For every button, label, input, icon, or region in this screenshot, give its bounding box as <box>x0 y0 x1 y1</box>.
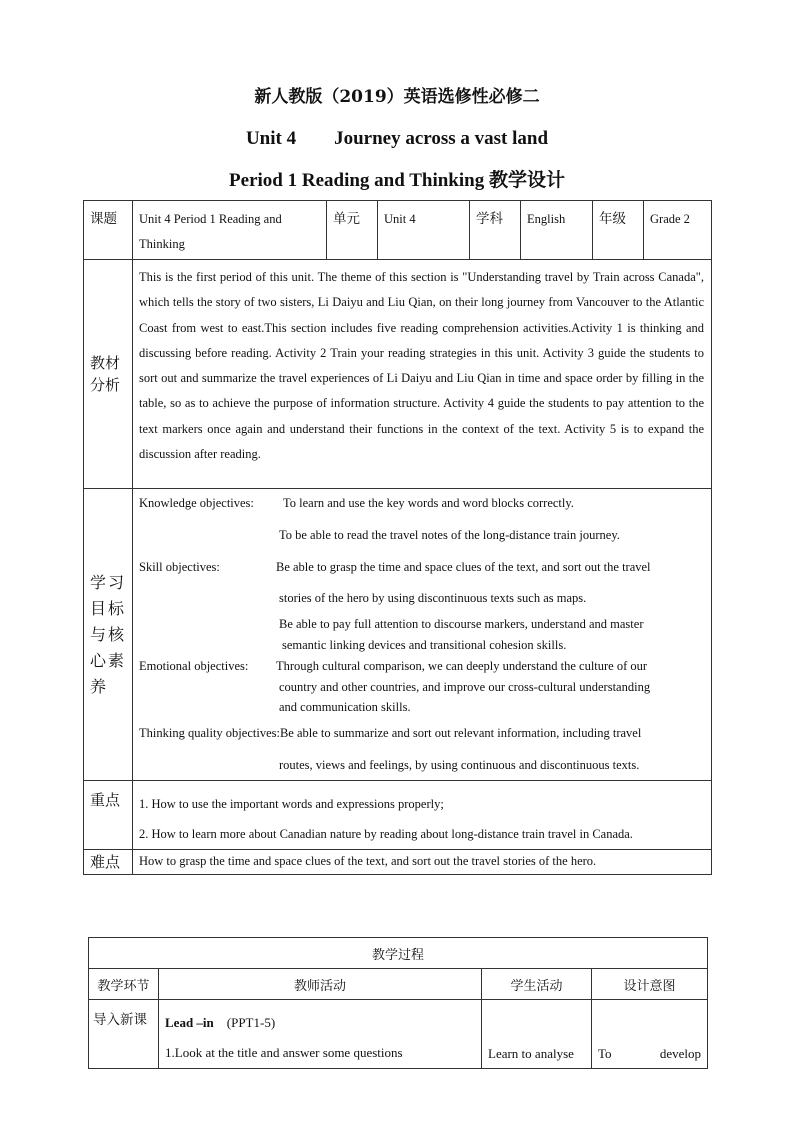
objectives-label: 学习目标与核心素养 <box>84 489 133 781</box>
key-point-1: 1. How to use the important words and expressions properly; <box>139 797 444 811</box>
objectives-cell <box>133 489 712 781</box>
row1-design <box>592 1000 708 1069</box>
info-table <box>83 200 712 875</box>
info-row-header <box>84 201 712 260</box>
skill-objective-2a: Be able to pay full attention to discourse markers, understand and master <box>279 617 644 631</box>
process-table <box>88 937 708 1069</box>
topic-value: Unit 4 Period 1 Reading and Thinking <box>133 201 327 260</box>
difficult-points-label: 难点 <box>84 850 133 875</box>
row1-lead <box>165 1008 475 1038</box>
lead-in-label: Lead –in <box>165 1015 214 1030</box>
knowledge-label: Knowledge objectives: <box>139 496 254 510</box>
document-title-cn: 新人教版（2019）英语选修性必修二 <box>254 87 540 107</box>
subject-label: 学科 <box>470 201 521 260</box>
emotional-objective-b: country and other countries, and improve our cross-cultural understanding <box>279 680 651 694</box>
skill-objective-2b: semantic linking devices and transitional cohesion skills. <box>282 638 567 652</box>
skill-objective-1b: stories of the hero by using discontinuous texts such as maps. <box>279 591 587 605</box>
analysis-label: 教材分析 <box>84 260 133 489</box>
key-points-cell <box>133 781 712 850</box>
analysis-text: This is the first period of this unit. The theme of this section is "Understanding travel by Train across Canada", which tells the story of two sisters, Li Daiyu and Liu Qian, on their long journey from Vancouver to the Atlantic Coast from west to east.This section includes five reading comprehension activities.Activity 1 is thinking and discussing before reading. Activity 2 Train your reading strategies in this unit. Activity 3 guide the students to sort out and summarize the travel experiences of Li Daiyu and Liu Qian in time and space order by filling in the table, so as to achieve the purpose of information structure. Activity 4 guide the students to pay attention to the text markers once again and understand their functions in the context of the text. Activity 5 is to expand the discussion after reading. <box>133 260 712 489</box>
row1-stage: 导入新课 <box>89 1000 159 1069</box>
topic-label: 课题 <box>84 201 133 260</box>
document-period-title: Period 1 Reading and Thinking 教学设计 <box>229 170 565 191</box>
row1-design-b: develop <box>659 1046 702 1061</box>
row1-design-line <box>598 1046 701 1062</box>
key-points-row <box>84 781 712 850</box>
lead-in-ppt: (PPT1-5) <box>226 1015 276 1030</box>
thinking-objective-b: routes, views and feelings, by using continuous and discontinuous texts. <box>279 758 640 772</box>
document-unit-title <box>0 128 794 150</box>
process-row-1 <box>89 1000 708 1069</box>
objectives-row <box>84 489 712 781</box>
grade-value: Grade 2 <box>644 201 712 260</box>
skill-label: Skill objectives: <box>139 560 220 574</box>
unit-name: Journey across a vast land <box>334 128 549 149</box>
knowledge-objective-2: To be able to read the travel notes of the long-distance train journey. <box>279 528 620 542</box>
emotional-objective-a: Through cultural comparison, we can deeply understand the culture of our <box>276 659 648 673</box>
grade-label: 年级 <box>593 201 644 260</box>
analysis-row <box>84 260 712 489</box>
emotional-label: Emotional objectives: <box>139 659 249 673</box>
key-points-label: 重点 <box>84 781 133 850</box>
col-student: 学生活动 <box>482 969 592 1000</box>
difficult-points-row <box>84 850 712 875</box>
subject-value: English <box>521 201 593 260</box>
row1-student: Learn to analyse <box>482 1000 592 1069</box>
process-column-headers <box>89 969 708 1000</box>
knowledge-objective-1: To learn and use the key words and word blocks correctly. <box>283 496 574 510</box>
unit-value: Unit 4 <box>378 201 470 260</box>
row1-teacher-activity: 1.Look at the title and answer some questions <box>165 1045 403 1060</box>
thinking-objective-a: Thinking quality objectives:Be able to summarize and sort out relevant information, including travel <box>139 726 642 740</box>
process-title-row <box>89 938 708 969</box>
unit-label: 单元 <box>327 201 378 260</box>
col-design: 设计意图 <box>592 969 708 1000</box>
col-teacher: 教师活动 <box>159 969 482 1000</box>
row1-design-a: To <box>598 1046 612 1061</box>
difficult-points-text: How to grasp the time and space clues of the text, and sort out the travel stories of the hero. <box>133 850 712 875</box>
unit-number: Unit 4 <box>245 128 297 149</box>
key-point-2: 2. How to learn more about Canadian nature by reading about long-distance train travel in Canada. <box>139 827 633 841</box>
row1-teacher-cell <box>159 1000 482 1069</box>
col-stage: 教学环节 <box>89 969 159 1000</box>
emotional-objective-c: and communication skills. <box>279 700 411 714</box>
process-title: 教学过程 <box>89 938 708 969</box>
skill-objective-1a: Be able to grasp the time and space clues of the text, and sort out the travel <box>276 560 651 574</box>
